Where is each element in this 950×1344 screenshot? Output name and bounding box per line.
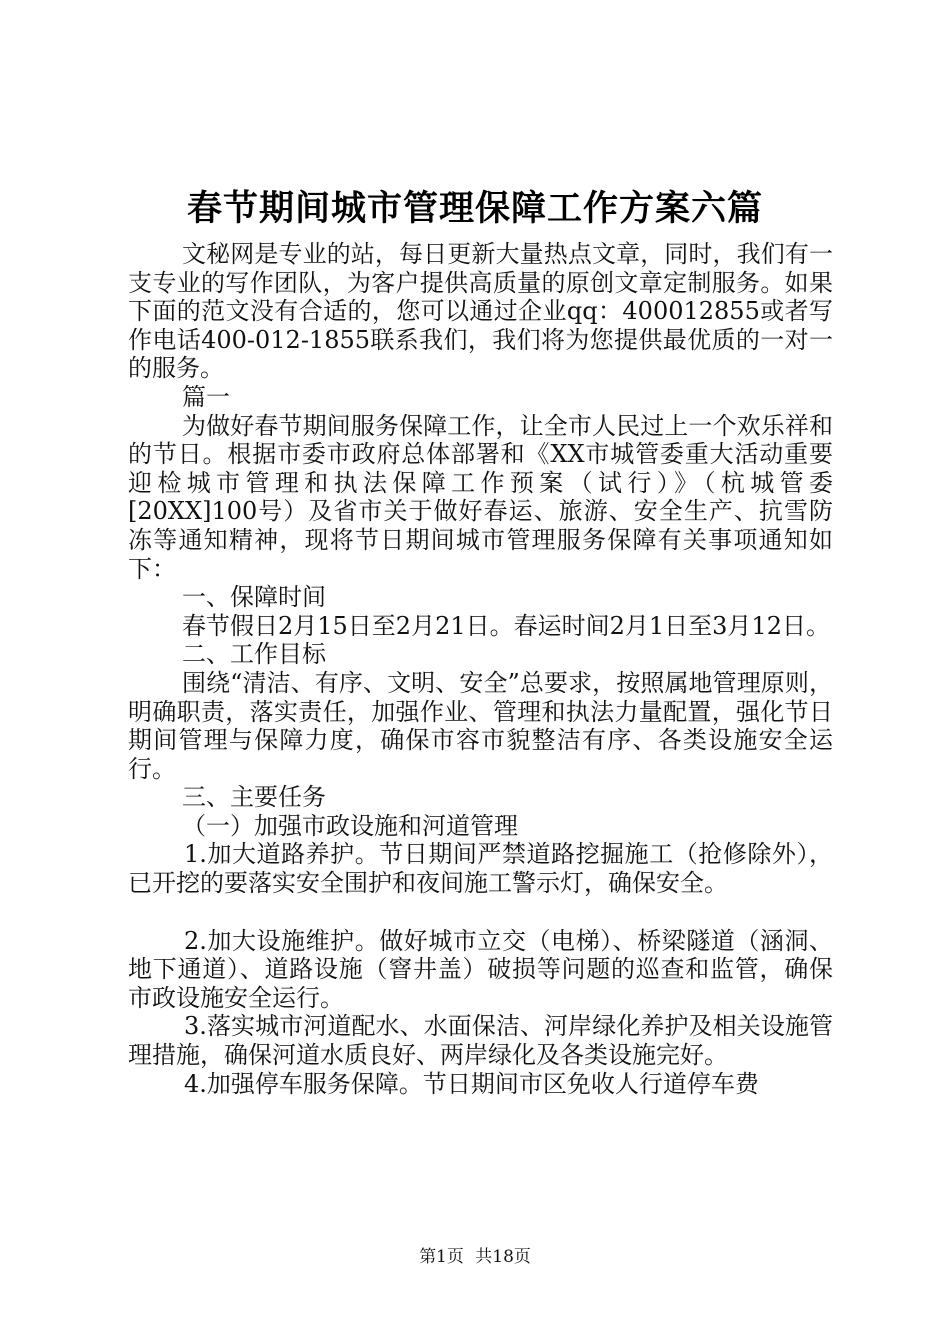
list-item: 4.加强停车服务保障。节日期间市区免收人行道停车费 [184, 1069, 759, 1098]
section-heading: 二、工作目标 [182, 640, 326, 669]
page-total: 共18页 [475, 1247, 531, 1267]
list-item: 1.加大道路养护。节日期间严禁道路挖掘施工（抢修除外），已开挖的要落实安全围护和夜间施工警示灯，确保安全。 [128, 840, 833, 898]
paragraph-spacer [128, 898, 833, 927]
body-paragraph: 春节假日2月15日至2月21日。春运时间2月1日至3月12日。 [182, 611, 830, 640]
body-paragraph: 围绕“清洁、有序、文明、安全”总要求，按照属地管理原则，明确职责，落实责任，加强作业、管理和执法力量配置，强化节日期间管理与保障力度，确保市容市貌整洁有序、各类设施安全运行。 [128, 668, 833, 783]
section-heading-part-one: 篇一 [182, 382, 230, 411]
list-item: 2.加大设施维护。做好城市立交（电梯）、桥梁隧道（涵洞、地下通道）、道路设施（窨井盖）破损等问题的巡查和监管，确保市政设施安全运行。 [128, 926, 833, 1012]
body-paragraph: 为做好春节期间服务保障工作，让全市人民过上一个欢乐祥和的节日。根据市委市政府总体部署和《XX市城管委重大活动重要迎检城市管理和执法保障工作预案（试行）》（杭城管委[20XX]100号）及省市关于做好春运、旅游、安全生产、抗雪防冻等通知精神，现将节日期间城市管理服务保障有关事项通知如下： [128, 411, 833, 583]
section-heading: 一、保障时间 [182, 583, 326, 612]
document-title: 春节期间城市管理保障工作方案六篇 [186, 188, 763, 229]
page-number: 第1页 [419, 1247, 464, 1267]
intro-paragraph: 文秘网是专业的站，每日更新大量热点文章，同时，我们有一支专业的写作团队，为客户提供高质量的原创文章定制服务。如果下面的范文没有合适的，您可以通过企业qq：400012855或者写作电话400-012-1855联系我们，我们将为您提供最优质的一对一的服务。 [128, 240, 833, 383]
section-heading: 三、主要任务 [182, 783, 326, 812]
document-body [128, 240, 833, 1098]
page-footer [0, 1242, 950, 1267]
list-item: 3.落实城市河道配水、水面保洁、河岸绿化养护及相关设施管理措施，确保河道水质良好、两岸绿化及各类设施完好。 [128, 1012, 833, 1070]
subsection-heading: （一）加强市政设施和河道管理 [182, 811, 518, 840]
